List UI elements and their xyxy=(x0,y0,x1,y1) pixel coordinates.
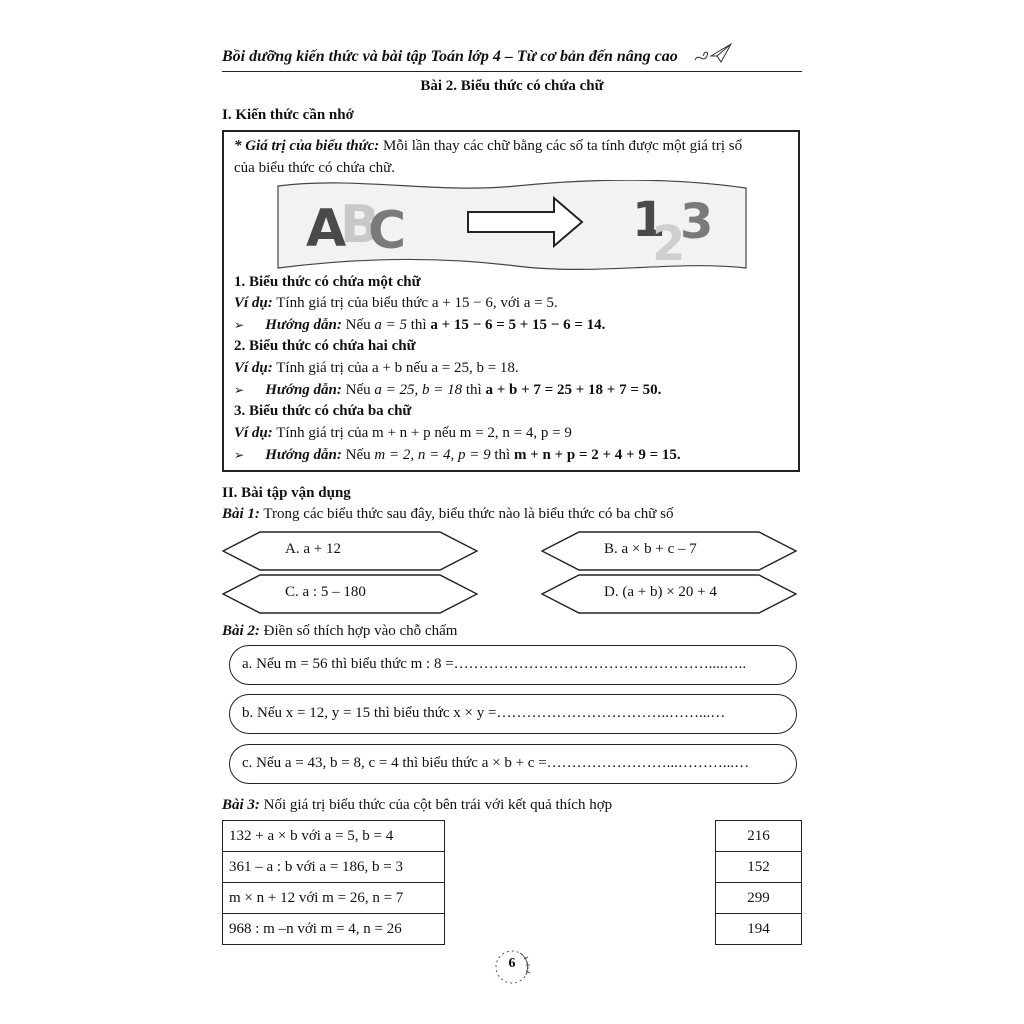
definition-line-2: của biểu thức có chứa chữ. xyxy=(234,160,395,176)
lesson-title: Bài 2. Biểu thức có chứa chữ xyxy=(420,78,604,94)
example-label: Ví dụ: xyxy=(234,425,273,441)
table-row xyxy=(223,821,445,852)
svg-text:C: C xyxy=(368,201,407,261)
guide-cond: a = 5 xyxy=(374,317,408,333)
option-a-shape xyxy=(222,531,478,571)
bai2-item-a[interactable] xyxy=(229,645,797,685)
svg-text:B: B xyxy=(340,195,380,255)
bai2-item-c-text: c. Nếu a = 43, b = 8, c = 4 thì biểu thức a × b + c =……………………...………...… xyxy=(242,755,750,771)
bai2-label: Bài 2: xyxy=(222,623,260,639)
table-row xyxy=(716,883,802,914)
arrow-bullet-icon: ➢ xyxy=(234,448,245,462)
item2-heading: 2. Biểu thức có chứa hai chữ xyxy=(234,338,416,354)
bai2-item-a-text: a. Nếu m = 56 thì biểu thức m : 8 =……………………………………………....….. xyxy=(242,656,747,672)
table-row xyxy=(716,852,802,883)
item3-guide xyxy=(234,447,681,464)
svg-text:A: A xyxy=(306,199,347,259)
paper-plane-icon xyxy=(693,42,733,68)
table-cell[interactable]: 132 + a × b với a = 5, b = 4 xyxy=(223,821,445,852)
bai1-question xyxy=(222,506,673,523)
item1-heading: 1. Biểu thức có chứa một chữ xyxy=(234,274,421,290)
guide-then: thì xyxy=(410,317,427,333)
table-cell[interactable]: 152 xyxy=(716,852,802,883)
guide-then: thì xyxy=(465,382,482,398)
guide-label: Hướng dẫn: xyxy=(265,317,342,333)
definition-line xyxy=(234,138,742,155)
bai2-text: Điền số thích hợp vào chỗ chấm xyxy=(263,623,458,639)
section2-heading: II. Bài tập vận dụng xyxy=(222,485,351,501)
table-row xyxy=(223,914,445,945)
bai3-question xyxy=(222,797,612,814)
guide-pre: Nếu xyxy=(345,317,371,333)
svg-text:3: 3 xyxy=(680,194,714,250)
bai1-label: Bài 1: xyxy=(222,506,260,522)
table-cell[interactable]: 299 xyxy=(716,883,802,914)
page-number: 6 xyxy=(508,956,516,971)
item2-guide xyxy=(234,382,661,399)
table-row xyxy=(716,821,802,852)
item2-example xyxy=(234,360,519,377)
guide-cond: m = 2, n = 4, p = 9 xyxy=(374,447,491,463)
bai2-question xyxy=(222,623,457,640)
guide-cond: a = 25, b = 18 xyxy=(374,382,463,398)
svg-text:1: 1 xyxy=(632,192,666,248)
table-cell[interactable]: 968 : m –n với m = 4, n = 26 xyxy=(223,914,445,945)
guide-pre: Nếu xyxy=(345,447,371,463)
bai1-text: Trong các biểu thức sau đây, biểu thức nào là biểu thức có ba chữ số xyxy=(263,506,674,522)
item1-guide xyxy=(234,317,605,334)
guide-expr: m + n + p = 2 + 4 + 9 = 15. xyxy=(513,447,681,463)
item3-example xyxy=(234,425,572,442)
table-row xyxy=(716,914,802,945)
guide-pre: Nếu xyxy=(345,382,371,398)
guide-label: Hướng dẫn: xyxy=(265,447,342,463)
header-rule xyxy=(222,71,802,72)
bai2-item-c[interactable] xyxy=(229,744,797,784)
example-text: Tính giá trị của m + n + p nếu m = 2, n = 4, p = 9 xyxy=(276,425,572,441)
running-header: Bồi dưỡng kiến thức và bài tập Toán lớp 4 – Từ cơ bản đến nâng cao xyxy=(222,48,678,65)
table-cell[interactable]: 361 – a : b với a = 186, b = 3 xyxy=(223,852,445,883)
abc-to-123-banner xyxy=(276,180,748,272)
example-text: Tính giá trị của a + b nếu a = 25, b = 18. xyxy=(276,360,519,376)
item1-example xyxy=(234,295,558,312)
bai3-label: Bài 3: xyxy=(222,797,260,813)
section1-heading: I. Kiến thức cần nhớ xyxy=(222,107,354,123)
bai3-right-table xyxy=(715,820,802,945)
option-d[interactable]: D. (a + b) × 20 + 4 xyxy=(604,584,717,600)
table-row xyxy=(223,852,445,883)
guide-label: Hướng dẫn: xyxy=(265,382,342,398)
abc-letters xyxy=(306,195,406,261)
table-cell[interactable]: m × n + 12 với m = 26, n = 7 xyxy=(223,883,445,914)
guide-then: thì xyxy=(494,447,511,463)
definition-label: * Giá trị của biểu thức: xyxy=(234,138,380,154)
option-a[interactable]: A. a + 12 xyxy=(285,541,341,557)
guide-expr: a + b + 7 = 25 + 18 + 7 = 50. xyxy=(485,382,662,398)
svg-text:2: 2 xyxy=(652,216,686,272)
bai2-item-b-text: b. Nếu x = 12, y = 15 thì biểu thức x × y =……………………………..……...… xyxy=(242,705,726,721)
bai3-left-table xyxy=(222,820,445,945)
arrow-bullet-icon: ➢ xyxy=(234,318,245,332)
bai2-item-b[interactable] xyxy=(229,694,797,734)
example-text: Tính giá trị của biểu thức a + 15 − 6, với a = 5. xyxy=(276,295,558,311)
example-label: Ví dụ: xyxy=(234,295,273,311)
option-c[interactable]: C. a : 5 – 180 xyxy=(285,584,366,600)
item3-heading: 3. Biểu thức có chứa ba chữ xyxy=(234,403,412,419)
table-row xyxy=(223,883,445,914)
table-cell[interactable]: 194 xyxy=(716,914,802,945)
definition-text: Mỗi lần thay các chữ bằng các số ta tính được một giá trị số xyxy=(383,138,743,154)
arrow-bullet-icon: ➢ xyxy=(234,383,245,397)
table-cell[interactable]: 216 xyxy=(716,821,802,852)
example-label: Ví dụ: xyxy=(234,360,273,376)
option-b[interactable]: B. a × b + c – 7 xyxy=(604,541,697,557)
bai3-text: Nối giá trị biểu thức của cột bên trái với kết quả thích hợp xyxy=(263,797,613,813)
guide-expr: a + 15 − 6 = 5 + 15 − 6 = 14. xyxy=(430,317,606,333)
